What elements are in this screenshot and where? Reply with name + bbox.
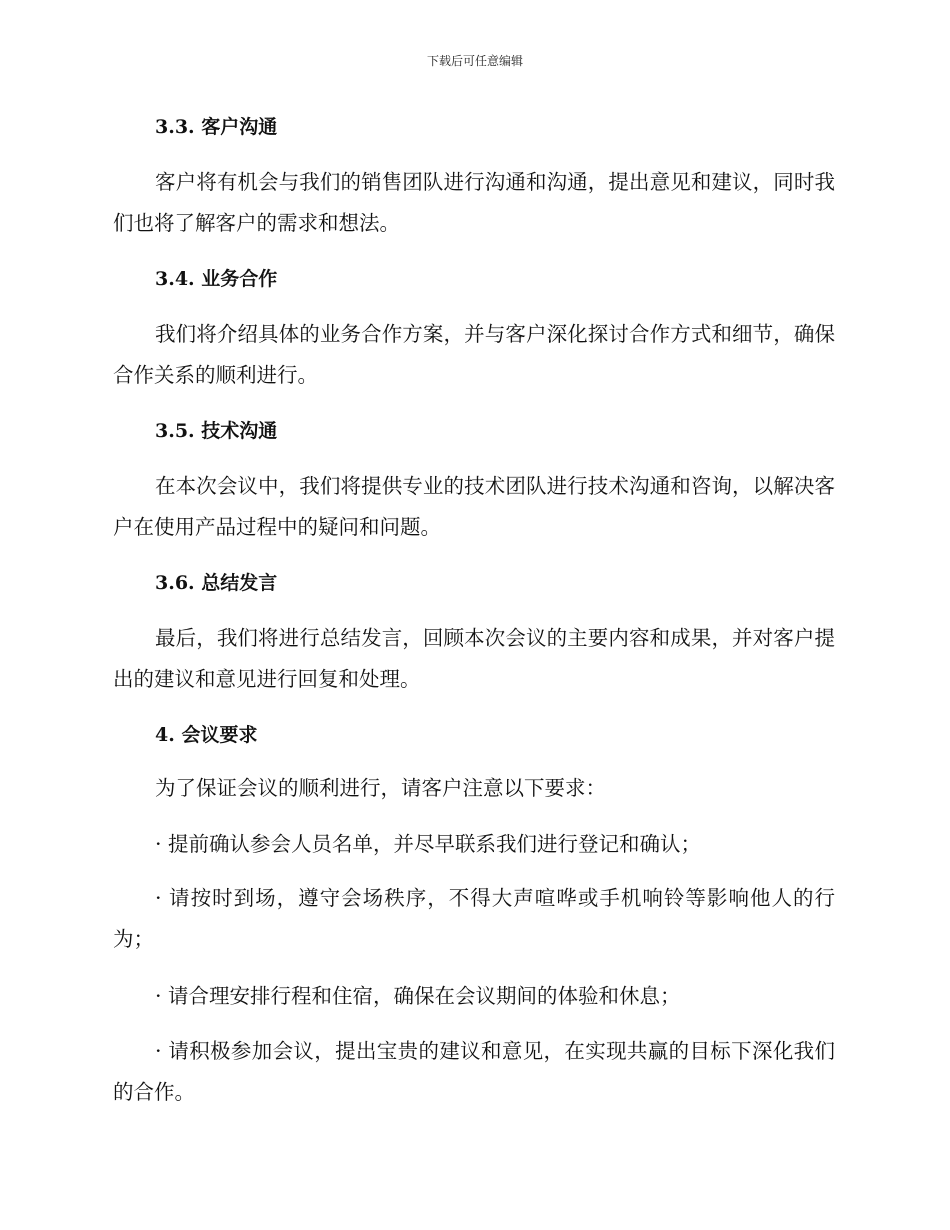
- section-body-3-6: 最后，我们将进行总结发言，回顾本次会议的主要内容和成果，并对客户提出的建议和意见进行回复和处理。: [113, 626, 835, 691]
- requirement-item-1: · 提前确认参会人员名单，并尽早联系我们进行登记和确认；: [155, 832, 702, 856]
- requirement-item-3: · 请合理安排行程和住宿，确保在会议期间的体验和休息；: [155, 984, 681, 1008]
- requirement-item-2: · 请按时到场，遵守会场秩序，不得大声喧哗或手机响铃等影响他人的行为；: [113, 886, 835, 951]
- section-body-4: 为了保证会议的顺利进行，请客户注意以下要求：: [155, 776, 606, 800]
- section-body-3-5: 在本次会议中，我们将提供专业的技术团队进行技术沟通和咨询，以解决客户在使用产品过程中的疑问和问题。: [113, 474, 835, 539]
- requirement-item-4: · 请积极参加会议，提出宝贵的建议和意见，在实现共赢的目标下深化我们的合作。: [113, 1039, 835, 1104]
- section-heading-3-4: 3.4. 业务合作: [155, 268, 278, 290]
- section-heading-4: 4. 会议要求: [155, 724, 258, 746]
- section-heading-3-5: 3.5. 技术沟通: [155, 420, 278, 442]
- section-body-3-4: 我们将介绍具体的业务合作方案，并与客户深化探讨合作方式和细节，确保合作关系的顺利进行。: [113, 322, 835, 387]
- page-header: 下载后可任意编辑: [426, 54, 523, 68]
- section-heading-3-3: 3.3. 客户沟通: [155, 116, 278, 138]
- section-heading-3-6: 3.6. 总结发言: [155, 572, 278, 594]
- section-body-3-3: 客户将有机会与我们的销售团队进行沟通和沟通，提出意见和建议，同时我们也将了解客户的需求和想法。: [113, 170, 835, 235]
